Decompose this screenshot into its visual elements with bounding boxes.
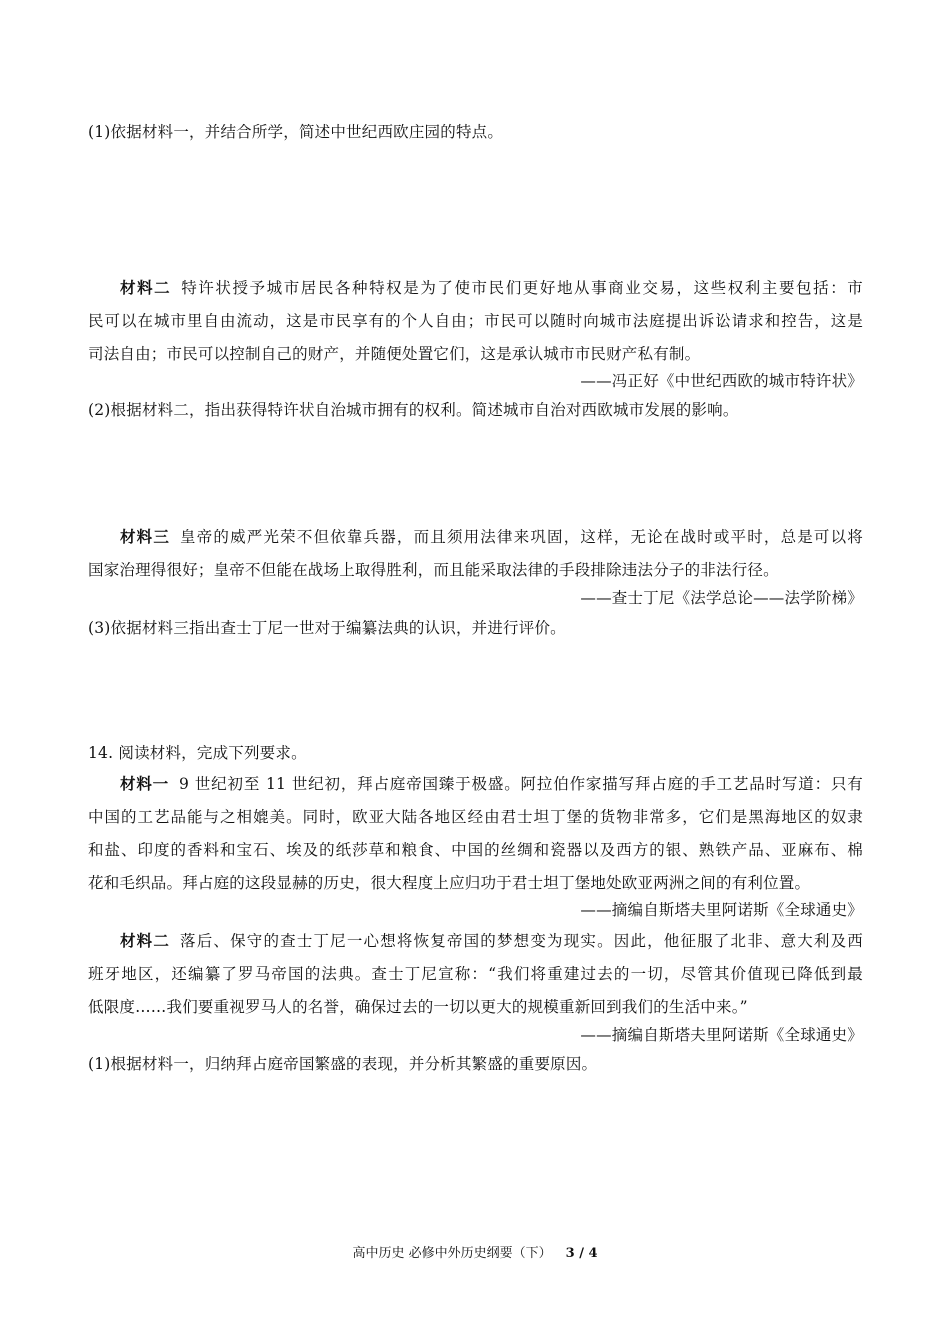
- material-3-label: 材料三: [120, 528, 171, 546]
- material-14-1-line-1: 材料一 9 世纪初至 11 世纪初，拜占庭帝国臻于极盛。阿拉伯作家描写拜占庭的手工艺品时写道：只有: [120, 775, 863, 793]
- question-13-1: (1)依据材料一，并结合所学，简述中世纪西欧庄园的特点。: [88, 123, 504, 141]
- material-14-2-line-2: 班牙地区，还编纂了罗马帝国的法典。查士丁尼宣称：“我们将重建过去的一切，尽管其价值现已降低到最: [88, 965, 863, 983]
- material-14-1-line-3: 和盐、印度的香料和宝石、埃及的纸莎草和粮食、中国的丝绸和瓷器以及西方的银、熟铁产品、亚麻布、棉: [88, 841, 863, 859]
- material-14-1-source: ——摘编自斯塔夫里阿诺斯《全球通史》: [580, 901, 863, 919]
- material-14-2-source: ——摘编自斯塔夫里阿诺斯《全球通史》: [580, 1026, 863, 1044]
- material-2-line-2: 民可以在城市里自由流动，这是市民享有的个人自由；市民可以随时向城市法庭提出诉讼请求和控告，这是: [88, 312, 863, 330]
- material-14-2-line-3: 低限度……我们要重视罗马人的名誉，确保过去的一切以更大的规模重新回到我们的生活中来。”: [88, 998, 748, 1016]
- page-footer: [0, 1245, 950, 1263]
- material-3-source: ——查士丁尼《法学总论——法学阶梯》: [580, 589, 863, 607]
- material-14-2-label: 材料二: [120, 932, 171, 950]
- question-13-3: (3)依据材料三指出查士丁尼一世对于编纂法典的认识，并进行评价。: [88, 619, 566, 637]
- material-2-line-1: 材料二 特许状授予城市居民各种特权是为了使市民们更好地从事商业交易，这些权利主要包括：市: [120, 279, 863, 297]
- material-14-1-line-4: 花和毛织品。拜占庭的这段显赫的历史，很大程度上应归功于君士坦丁堡地处欧亚两洲之间的有利位置。: [88, 874, 811, 892]
- material-14-1-label: 材料一: [120, 775, 170, 793]
- material-2-label: 材料二: [120, 279, 172, 297]
- material-3-line-1: 材料三 皇帝的威严光荣不但依靠兵器，而且须用法律来巩固，这样，无论在战时或平时，总是可以将: [120, 528, 863, 546]
- material-14-1-line-2: 中国的工艺品能与之相媲美。同时，欧亚大陆各地区经由君士坦丁堡的货物非常多，它们是黑海地区的奴隶: [88, 808, 863, 826]
- page-number: 3 / 4: [565, 1246, 598, 1261]
- question-14-heading: 14. 阅读材料，完成下列要求。: [88, 744, 307, 762]
- question-13-2: (2)根据材料二，指出获得特许状自治城市拥有的权利。简述城市自治对西欧城市发展的影响。: [88, 401, 739, 419]
- footer-title: 高中历史 必修中外历史纲要（下）: [352, 1246, 552, 1261]
- material-3-line-2: 国家治理得很好；皇帝不但能在战场上取得胜利，而且能采取法律的手段排除违法分子的非法行径。: [88, 561, 779, 579]
- question-14-1: (1)根据材料一，归纳拜占庭帝国繁盛的表现，并分析其繁盛的重要原因。: [88, 1055, 598, 1073]
- material-14-2-line-1: 材料二 落后、保守的查士丁尼一心想将恢复帝国的梦想变为现实。因此，他征服了北非、意大利及西: [120, 932, 863, 950]
- material-2-line-3: 司法自由；市民可以控制自己的财产，并随便处置它们，这是承认城市市民财产私有制。: [88, 345, 701, 363]
- material-2-source: ——冯正好《中世纪西欧的城市特许状》: [580, 372, 863, 390]
